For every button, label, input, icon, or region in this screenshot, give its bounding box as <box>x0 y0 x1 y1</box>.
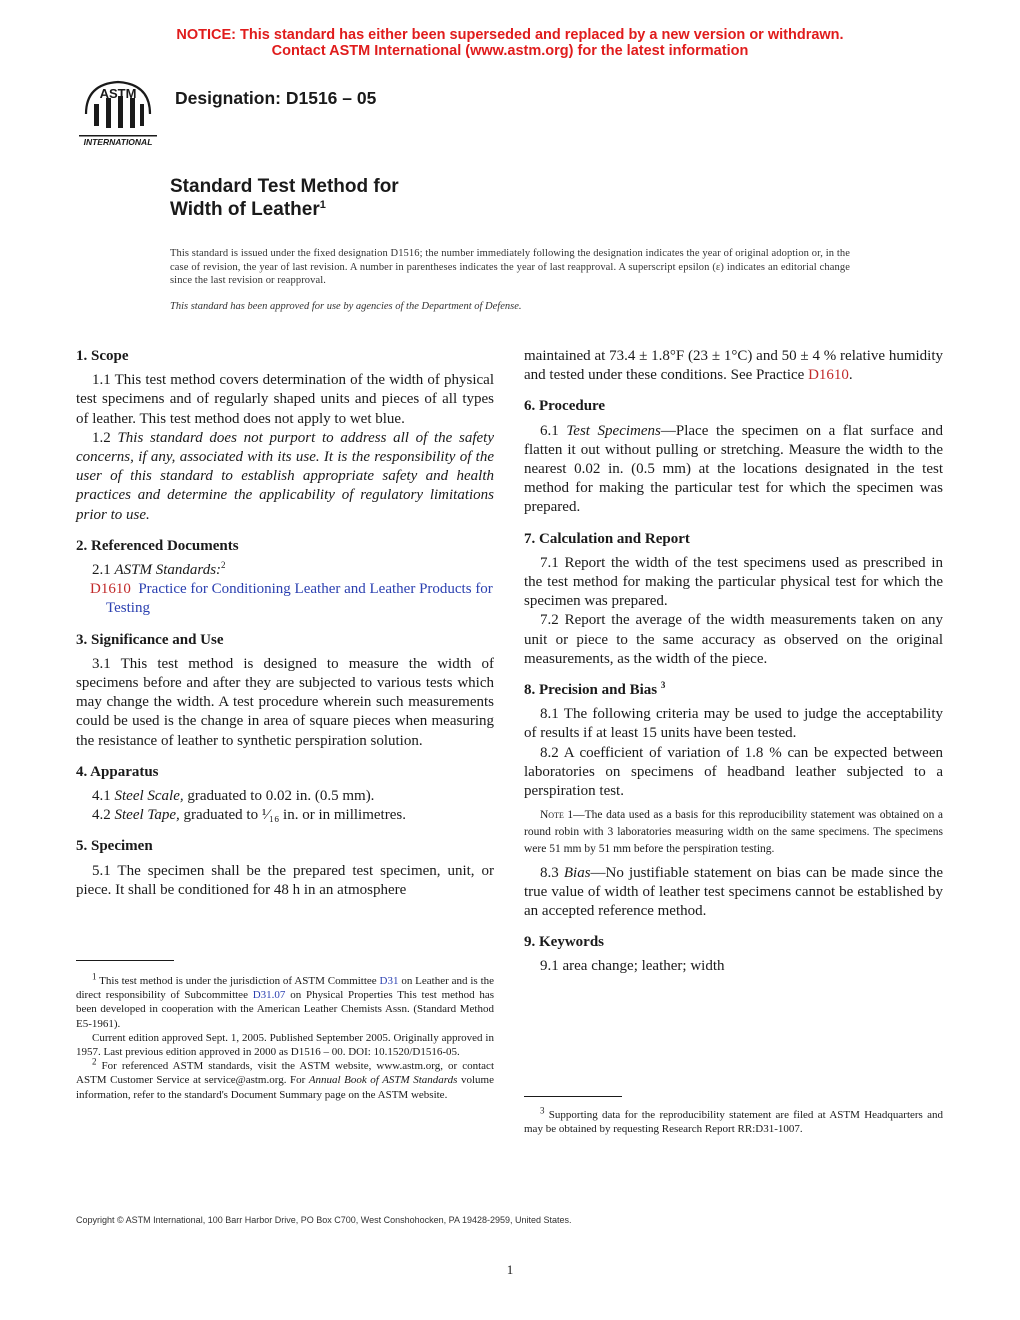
section-2-heading: 2. Referenced Documents <box>76 537 239 554</box>
para-5-1-continued: maintained at 73.4 ± 1.8°F (23 ± 1°C) and 50 ± 4 % relative humidity and tested under these conditions. See Practice D1610. <box>524 348 943 384</box>
para-2-1: 2.1 ASTM Standards:$^2$ <box>92 560 226 579</box>
section-5-heading: 5. Specimen <box>76 838 153 855</box>
left-column <box>76 347 494 900</box>
section-4-heading: 4. Apparatus <box>76 763 159 780</box>
footnote-1: $^1$ This test method is under the jurisdiction of ASTM Committee D31 on Leather and is the direct responsibility of Subcommittee D31.07 on Physical Properties This test method has been developed in cooperation with the American Leather Chemists Assn. (Standard Method E5-1961). <box>76 971 495 1030</box>
note-1: Note 1—The data used as a basis for this reproducibility statement was obtained on a round robin with 3 laboratories measuring width on the same specimens. The specimens were 51 mm by 51 mm before the perspiration testing. <box>524 809 943 855</box>
para-1-1: 1.1 This test method covers determination of the width of physical test specimens and of regularly shaped units and pieces of all types of leather. This test method does not apply to wet blue. <box>76 372 494 427</box>
para-3-1: 3.1 This test method is designed to measure the width of specimens before and after they are subjected to various tests which may change the width. A test procedure wherein such measurements could be used is the change in area of square pieces when measuring the resistance of leather to synthetic perspiration solution. <box>76 655 494 749</box>
astm-logo <box>76 76 160 150</box>
logo-international: INTERNATIONAL <box>83 137 153 147</box>
page-number: 1 <box>506 1262 514 1277</box>
section-8-heading: 8. Precision and Bias $^3$ <box>524 680 666 699</box>
footnote-3: $^3$ Supporting data for the reproducibility statement are filed at ASTM Headquarters and may be obtained by requesting Research Report RR:D31-1007. <box>524 1105 944 1136</box>
para-4-1: 4.1 Steel Scale, graduated to 0.02 in. (0.5 mm). <box>92 788 375 805</box>
para-8-3: 8.3 Bias—No justifiable statement on bias can be made since the true value of width of leather test specimens cannot be established by an accepted reference method. <box>524 864 944 920</box>
notice-line-2: Contact ASTM International (www.astm.org) for the latest information <box>271 43 749 59</box>
para-8-2: 8.2 A coefficient of variation of 1.8 % can be expected between laboratories on specimens of headband leather subjected to a perspiration test. <box>524 744 943 800</box>
section-7-heading: 7. Calculation and Report <box>524 530 690 547</box>
footnote-1-edition: Current edition approved Sept. 1, 2005. Published September 2005. Originally approved in 1957. Last previous edition approved in 2000 as D1516 – 00. DOI: 10.1520/D1516-05. <box>76 1031 494 1059</box>
para-9-1: 9.1 area change; leather; width <box>540 958 725 975</box>
section-3-heading: 3. Significance and Use <box>76 631 224 648</box>
section-9-heading: 9. Keywords <box>524 934 604 951</box>
logo-text: ASTM <box>99 86 137 101</box>
right-column <box>524 347 943 977</box>
para-6-1: 6.1 Test Specimens—Place the specimen on a flat surface and flatten it out without pulling or stretching. Measure the width to the nearest 0.02 in. (0.5 mm) at the locations designated in the test method for making the particular test for which the specimen was prepared. <box>524 422 944 516</box>
title-line-1: Standard Test Method for <box>170 176 399 197</box>
link-d31[interactable]: D31 <box>379 975 399 987</box>
link-d31-07[interactable]: D31.07 <box>252 989 286 1002</box>
footnote-2: $^2$ For referenced ASTM standards, visit the ASTM website, www.astm.org, or contact ASTM Customer Service at service@astm.org. For Annual Book of ASTM Standards volume information, refer to the standard's Document Summary page on the ASTM website. <box>76 1056 494 1101</box>
para-7-1: 7.1 Report the width of the test specimens used as prescribed in the test method for making the particular physical test for which the specimen was prepared. <box>524 554 943 610</box>
dod-note: This standard has been approved for use by agencies of the Department of Defense. <box>170 301 522 312</box>
para-4-2: 4.2 Steel Tape, graduated to ¹⁄₁₆ in. or in millimetres. <box>92 807 406 824</box>
section-1-heading: 1. Scope <box>76 348 129 364</box>
title-footnote-mark: 1 <box>319 199 326 211</box>
copyright: Copyright © ASTM International, 100 Barr Harbor Drive, PO Box C700, West Conshohocken, PA 19428-2959, United States. <box>76 1215 572 1225</box>
section-6-heading: 6. Procedure <box>524 398 606 415</box>
notice-line-1: NOTICE: This standard has either been superseded and replaced by a new version or withdrawn. <box>176 27 844 43</box>
right-footnotes <box>524 1105 944 1136</box>
designation: Designation: D1516 – 05 <box>175 88 377 108</box>
footnote-rule-right <box>524 1096 622 1097</box>
para-7-2: 7.2 Report the average of the width measurements taken on any unit or piece to the same accuracy as observed on the original measurements, as the width of the piece. <box>524 612 943 667</box>
left-footnotes <box>76 971 495 1102</box>
reference-d1610[interactable]: D1610 Practice for Conditioning Leather and Leather Products for Testing <box>90 581 493 617</box>
intro-paragraph: This standard is issued under the fixed designation D1516; the number immediately following the designation indicates the year of original adoption or, in the case of revision, the year of last revision. A number in parentheses indicates the year of last reapproval. A superscript epsilon (ε) indicates an editorial change since the last revision or reapproval. <box>170 248 850 286</box>
para-1-2: 1.2 This standard does not purport to address all of the safety concerns, if any, associated with its use. It is the responsibility of the user of this standard to establish appropriate safety and health practices and determine the applicability of regulatory limitations prior to use. <box>76 429 495 523</box>
link-d1610[interactable]: D1610 <box>808 367 849 384</box>
para-5-1: 5.1 The specimen shall be the prepared test specimen, unit, or piece. It shall be conditioned for 48 h in an atmosphere <box>76 862 494 898</box>
footnote-rule-left <box>76 960 174 961</box>
para-8-1: 8.1 The following criteria may be used to judge the acceptability of results if at least 15 units have been tested. <box>524 706 943 742</box>
title-line-2 <box>170 199 326 221</box>
title-text: Width of Leather <box>170 199 320 220</box>
